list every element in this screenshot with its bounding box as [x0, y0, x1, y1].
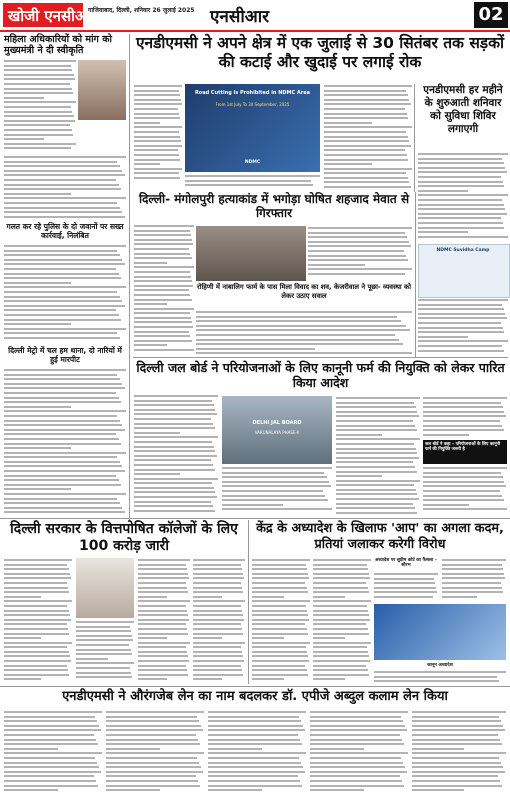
left-body-3 [4, 244, 126, 344]
text-line [222, 507, 332, 512]
aap-body-4 [442, 558, 506, 602]
page-number: 02 [474, 2, 508, 28]
jal-headline: दिल्ली जल बोर्ड ने परियोजनाओं के लिए कानूनी फर्म की नियुक्ति को लेकर पारित किया आदेश [136, 360, 505, 390]
aap-body-2 [313, 558, 371, 684]
aap-sub1: अध्यादेश पर सुप्रीम कोर्ट का फैसला – सौरभ [374, 558, 438, 569]
bottom-body-3 [208, 710, 306, 796]
mid-body-3 [196, 310, 412, 356]
section-title: एनसीआर [210, 7, 270, 27]
mid-body-1 [134, 224, 194, 354]
right-body-1 [418, 152, 508, 242]
text-line [423, 433, 469, 438]
text-line [4, 146, 71, 151]
colleges-top-rule [0, 518, 510, 519]
text-line [313, 677, 345, 682]
left-col-rule [129, 34, 130, 520]
text-line [138, 677, 167, 682]
cm-photo [78, 60, 126, 120]
text-line [252, 677, 284, 682]
mid-body-2 [308, 226, 412, 281]
text-line [374, 595, 433, 600]
colleges-rule [248, 520, 249, 684]
colleges-headline: दिल्ली सरकार के वित्तपोषित कॉलेजों के लिए 100 करोड़ जारी [10, 521, 238, 554]
lead-body-2 [185, 174, 320, 192]
aap-body-3 [374, 572, 438, 602]
text-line [196, 351, 412, 356]
bottom-body-2 [106, 710, 204, 796]
right-headline: एनडीएमसी हर महीने के शुरुआती शनिवार को सुविधा शिविर लगाएगी [423, 84, 503, 135]
text-line [336, 511, 417, 516]
text-line [134, 176, 180, 181]
text-line [4, 336, 120, 341]
text-line [418, 235, 508, 240]
text-line [4, 677, 41, 682]
left-headline: महिला अधिकारियों को मांग को मुख्यमंत्री ने दी स्वीकृति [4, 34, 112, 56]
text-line [134, 348, 194, 353]
mid-sub: रोहिणी में नाबालिग फार्म के पास मिला विवाद का शव, केजरीवाल ने पूछा- व्यवस्था को लेकर उठाए सवाल [196, 283, 412, 300]
bottom-body-5 [412, 710, 506, 796]
text-line [324, 185, 411, 190]
text-line [208, 788, 262, 793]
text-line [374, 679, 499, 684]
aap-sub2: कानून अध्यादेश [427, 663, 453, 668]
road-notice-image [185, 84, 320, 172]
jal-sign-sub: VARUNALAYA PHASE-II [254, 430, 300, 435]
jal-body-5 [423, 466, 507, 516]
jal-body-3 [336, 396, 420, 516]
notice-sub: From 1st July To 30 September, 2025 [215, 102, 290, 107]
edition-line: गाजियाबाद, दिल्ली, शनिवार 26 जुलाई 2025 [88, 7, 195, 14]
lead-body-3 [324, 84, 412, 192]
text-line [193, 677, 222, 682]
lead-headline: एनडीएमसी ने अपने क्षेत्र में एक जुलाई से 30 सितंबर तक सड़कों की कटाई और खुदाई पर लगाई रोक [135, 34, 505, 71]
right-body-2 [418, 298, 508, 356]
bottom-headline: एनडीएमसी ने औरंगजेब लेन का नाम बदलकर डॉ. एपीजे अब्दुल कलाम लेन किया [62, 689, 448, 704]
jal-body-4 [423, 396, 507, 438]
jal-sign: DELHI JAL BOARD [252, 420, 302, 426]
header-rule [0, 30, 510, 32]
colleges-body-3 [138, 558, 190, 684]
text-line [185, 183, 313, 188]
right-col-rule [415, 192, 416, 357]
aap-leader-photo [374, 604, 506, 660]
left-body-2 [4, 155, 126, 220]
aap-headline: केंद्र के अध्यादेश के खिलाफ 'आप' का अगला कदम, प्रतियां जलाकर करेगी विरोध [256, 521, 504, 552]
arrest-photo [196, 226, 306, 281]
lead-col-rule [414, 84, 415, 192]
colleges-body-1 [4, 558, 72, 684]
text-line [412, 788, 464, 793]
jal-quote: जल बोर्ड ने कहा – परियोजनाओं के लिए कानूनी फर्म की नियुक्ति जरूरी है [425, 442, 501, 453]
colleges-body-4 [193, 558, 245, 684]
lead-body-1 [134, 84, 182, 184]
bottom-body-1 [4, 710, 102, 796]
text-line [442, 595, 477, 600]
notice-footer: NDMC [244, 160, 261, 165]
text-line [4, 215, 125, 220]
text-line [423, 507, 507, 512]
suvidha-camp-title: NDMC Suvidha Camp [436, 248, 490, 253]
text-line [134, 509, 215, 514]
jal-body-1 [134, 394, 218, 516]
aap-body-1 [252, 558, 310, 684]
text-line [106, 788, 160, 793]
bottom-top-rule [0, 686, 510, 687]
jal-body-2 [222, 466, 332, 516]
notice-title: Road Cutting is Prohibited in NDMC Area [194, 90, 311, 96]
bottom-body-4 [310, 710, 408, 796]
left-sub2: दिल्ली मेट्रो में चल हम थाना, दो नारियों में हुई मारपीट [8, 346, 122, 364]
text-line [76, 675, 132, 680]
text-line [310, 788, 364, 793]
text-line [418, 349, 504, 354]
left-body-4 [4, 368, 126, 516]
minister-photo [76, 558, 134, 618]
mid-headline: दिल्ली- मंगोलपुरी हत्याकांड में भगोड़ा घोषित शहजाद मेवात से गिरफ्तार [138, 192, 410, 220]
left-body-1 [4, 59, 76, 155]
aap-body-5 [374, 670, 506, 684]
jal-top-rule [133, 357, 508, 358]
text-line [4, 510, 125, 515]
text-line [4, 788, 58, 793]
left-sub1: गलत कर रहे पुलिस के दो जवानों पर सख्त कार्रवाई, निलंबित [6, 222, 124, 240]
masthead: खोजी एनसीआर [8, 7, 97, 25]
colleges-body-2 [76, 620, 134, 684]
text-line [308, 272, 405, 277]
